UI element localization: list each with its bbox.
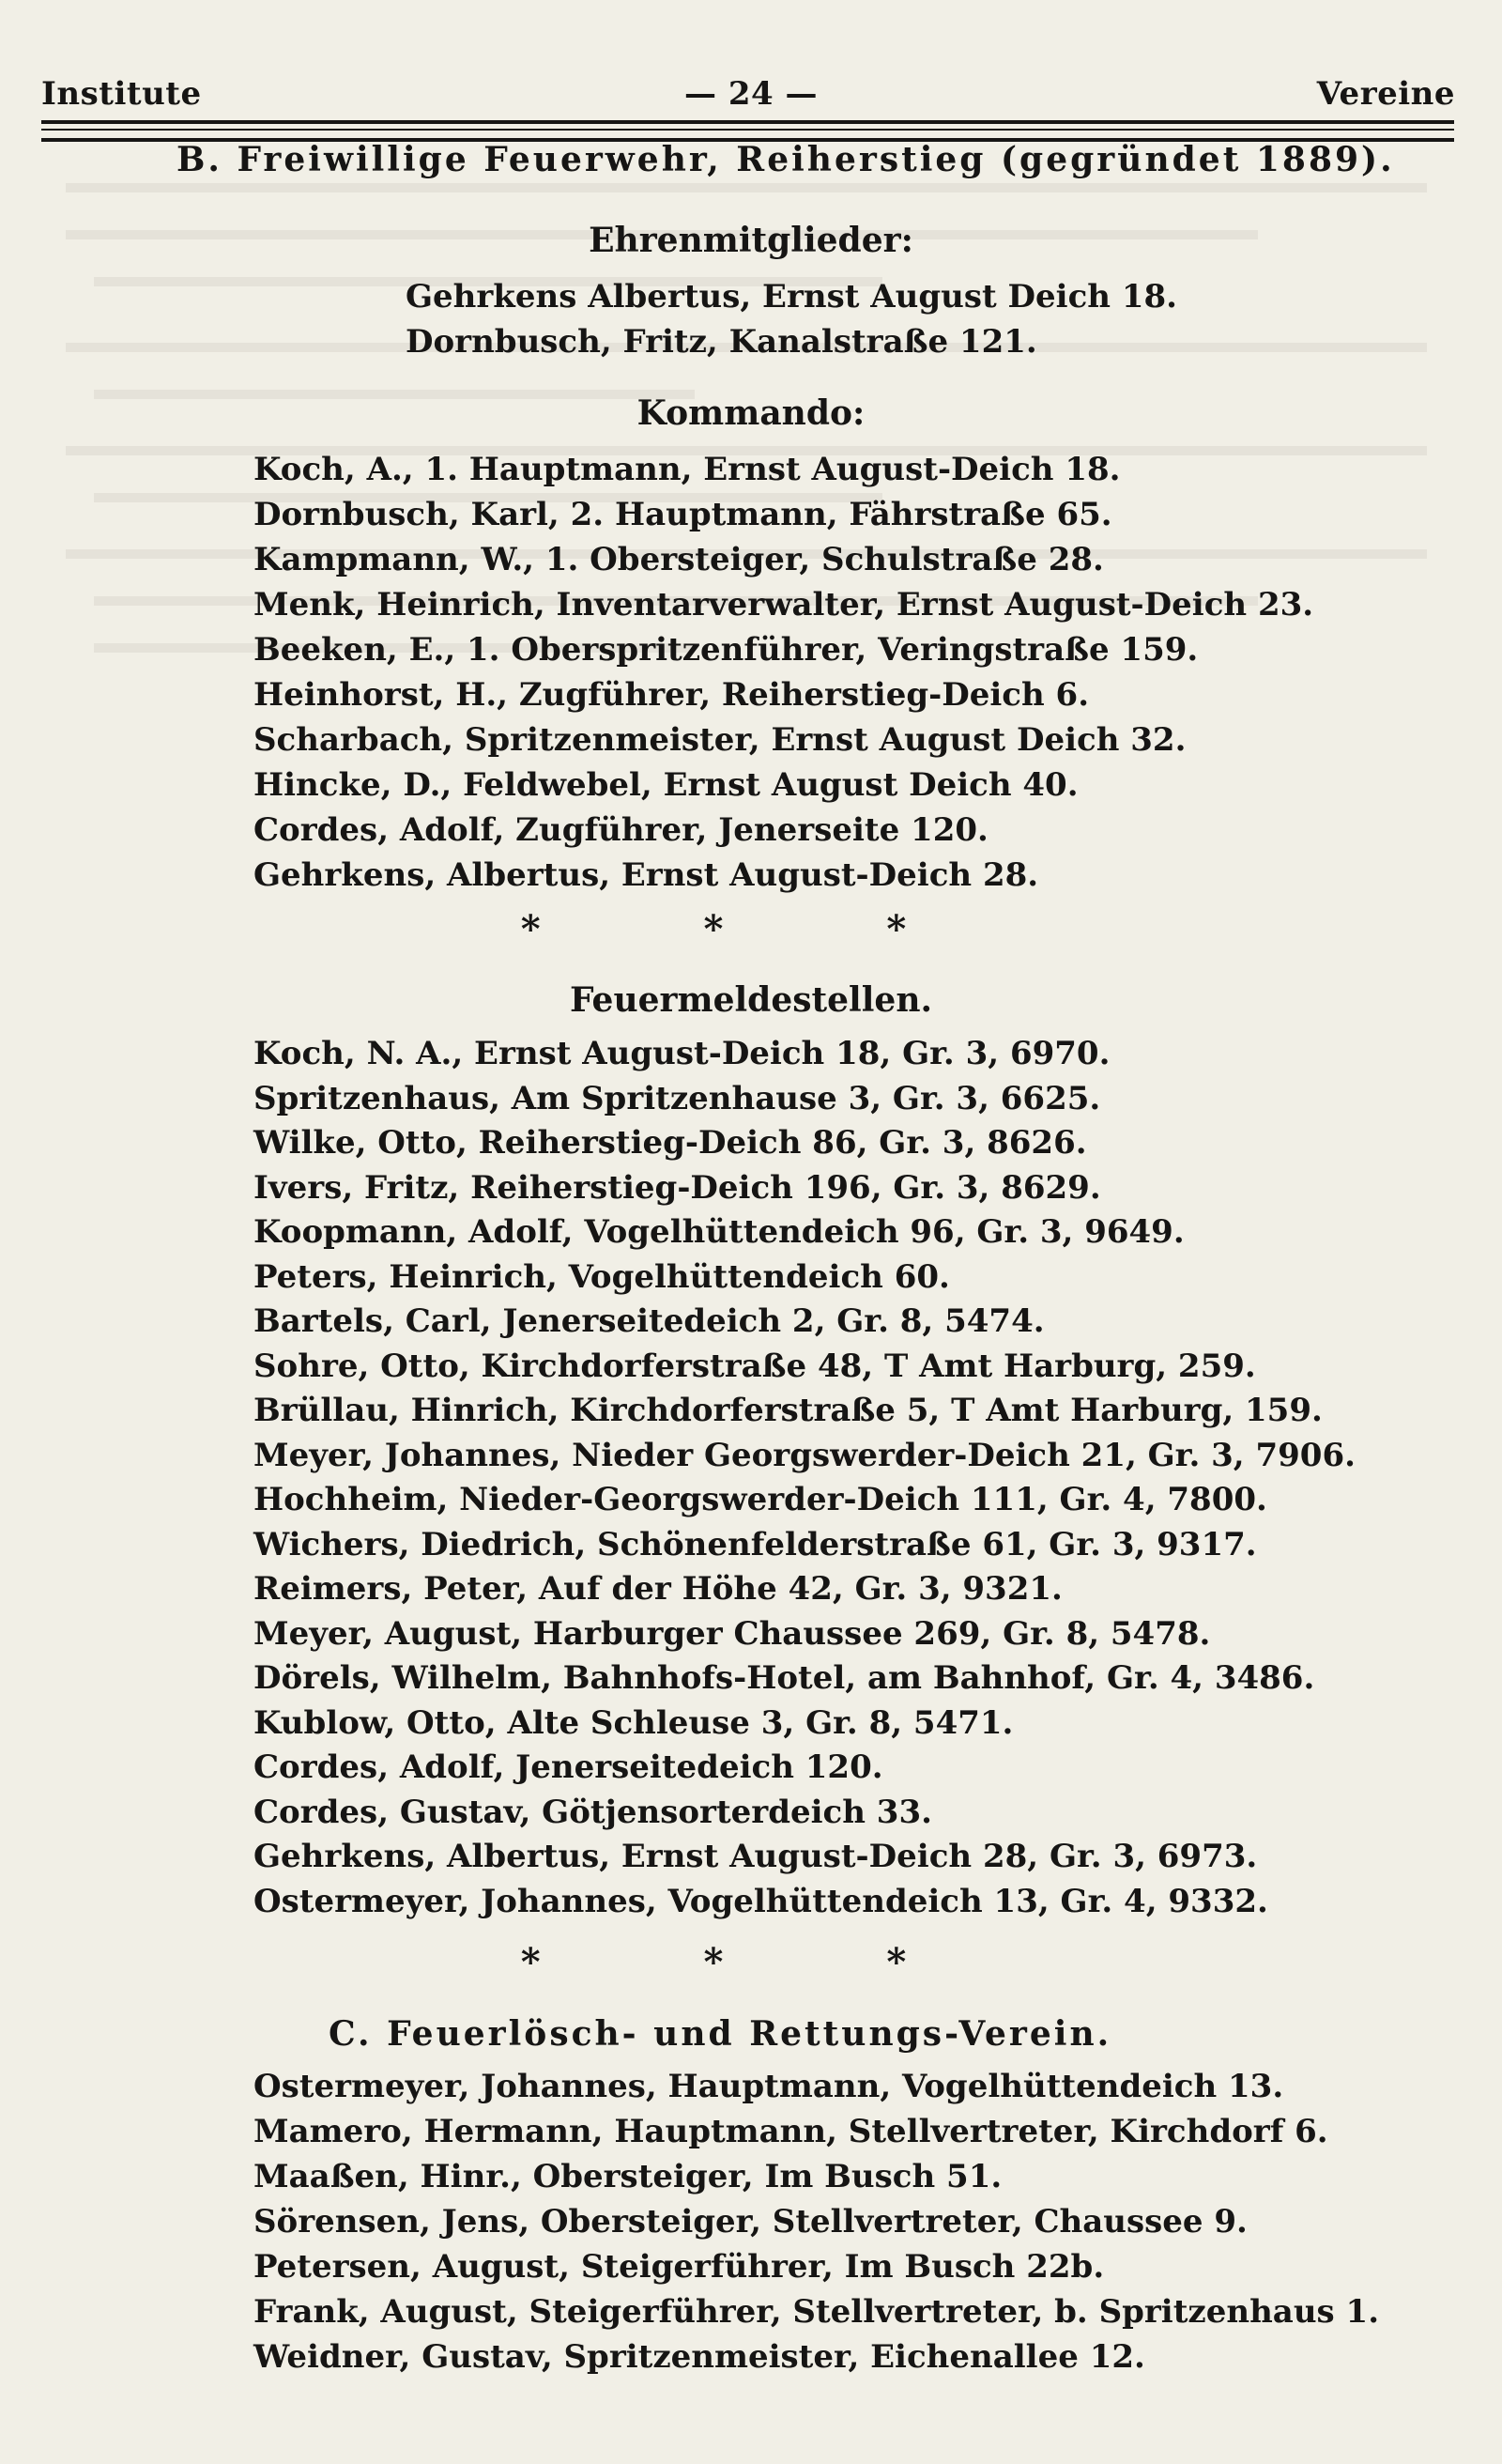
alarm-station-entry: Kublow, Otto, Alte Schleuse 3, Gr. 8, 5471. (253, 1703, 1014, 1742)
alarm-station-entry: Koch, N. A., Ernst August-Deich 18, Gr. 3, 6970. (253, 1035, 1111, 1072)
alarm-station-entry: Cordes, Gustav, Götjensorterdeich 33. (253, 1793, 932, 1831)
alarm-station-entry: Wichers, Diedrich, Schönenfelderstraße 61, Gr. 3, 9317. (253, 1525, 1257, 1563)
alarm-station-entry: Spritzenhaus, Am Spritzenhause 3, Gr. 3, 6625. (253, 1079, 1101, 1117)
section-divider: * * * (520, 907, 982, 951)
alarm-station-entry: Ostermeyer, Johannes, Vogelhüttendeich 13, Gr. 4, 9332. (253, 1882, 1268, 1920)
alarm-station-entry: Gehrkens, Albertus, Ernst August-Deich 28, Gr. 3, 6973. (253, 1838, 1258, 1875)
association-member-entry: Frank, August, Steigerführer, Stellvertreter, b. Spritzenhaus 1. (253, 2293, 1380, 2331)
alarm-station-entry: Wilke, Otto, Reiherstieg-Deich 86, Gr. 3, 8626. (253, 1124, 1087, 1162)
command-entry: Gehrkens, Albertus, Ernst August-Deich 28. (253, 856, 1039, 894)
association-member-entry: Mamero, Hermann, Hauptmann, Stellvertreter, Kirchdorf 6. (253, 2113, 1328, 2150)
section-b-title: B. Freiwillige Feuerwehr, Reiherstieg (gegründet 1889). (176, 140, 1395, 179)
honorary-member: Gehrkens Albertus, Ernst August Deich 18. (406, 278, 1177, 316)
section-c-title: C. Feuerlösch- und Rettungs-Verein. (329, 2014, 1112, 2054)
alarm-station-entry: Bartels, Carl, Jenerseitedeich 2, Gr. 8, 5474. (253, 1302, 1045, 1340)
alarm-station-entry: Sohre, Otto, Kirchdorferstraße 48, T Amt Harburg, 259. (253, 1347, 1256, 1385)
association-member-entry: Petersen, August, Steigerführer, Im Busch 22b. (253, 2248, 1105, 2286)
header-rule (41, 129, 1454, 131)
honorary-member: Dornbusch, Fritz, Kanalstraße 121. (406, 323, 1037, 361)
alarm-station-entry: Peters, Heinrich, Vogelhüttendeich 60. (253, 1257, 950, 1296)
page-number: — 24 — (684, 75, 818, 113)
command-entry: Beeken, E., 1. Oberspritzenführer, Veringstraße 159. (253, 631, 1199, 669)
association-member-entry: Sörensen, Jens, Obersteiger, Stellvertreter, Chaussee 9. (253, 2203, 1248, 2241)
running-head-right: Vereine (1316, 75, 1455, 113)
alarm-stations-heading: Feuermeldestellen. (569, 980, 933, 1020)
association-member-entry: Maaßen, Hinr., Obersteiger, Im Busch 51. (253, 2158, 1003, 2195)
honorary-heading: Ehrenmitglieder: (589, 221, 913, 260)
command-entry: Dornbusch, Karl, 2. Hauptmann, Fährstraße 65. (253, 496, 1112, 533)
command-entry: Scharbach, Spritzenmeister, Ernst August Deich 32. (253, 721, 1187, 759)
association-member-entry: Ostermeyer, Johannes, Hauptmann, Vogelhüttendeich 13. (253, 2068, 1284, 2105)
alarm-station-entry: Ivers, Fritz, Reiherstieg-Deich 196, Gr. 3, 8629. (253, 1168, 1101, 1207)
command-entry: Koch, A., 1. Hauptmann, Ernst August-Deich 18. (253, 451, 1121, 488)
command-entry: Cordes, Adolf, Zugführer, Jenerseite 120. (253, 811, 989, 849)
command-entry: Menk, Heinrich, Inventarverwalter, Ernst August-Deich 23. (253, 586, 1314, 624)
running-head-left: Institute (41, 75, 202, 113)
association-member-entry: Weidner, Gustav, Spritzenmeister, Eichenallee 12. (253, 2338, 1145, 2376)
command-heading: Kommando: (636, 393, 866, 433)
alarm-station-entry: Dörels, Wilhelm, Bahnhofs-Hotel, am Bahnhof, Gr. 4, 3486. (253, 1659, 1315, 1697)
section-divider: * * * (520, 1940, 982, 1984)
alarm-station-entry: Brüllau, Hinrich, Kirchdorferstraße 5, T Amt Harburg, 159. (253, 1392, 1323, 1429)
header-rule (41, 120, 1454, 124)
alarm-station-entry: Cordes, Adolf, Jenerseitedeich 120. (253, 1748, 883, 1786)
alarm-station-entry: Hochheim, Nieder-Georgswerder-Deich 111, Gr. 4, 7800. (253, 1481, 1267, 1518)
alarm-station-entry: Meyer, August, Harburger Chaussee 269, Gr. 8, 5478. (253, 1614, 1211, 1653)
command-entry: Kampmann, W., 1. Obersteiger, Schulstraße 28. (253, 541, 1104, 578)
alarm-station-entry: Meyer, Johannes, Nieder Georgswerder-Deich 21, Gr. 3, 7906. (253, 1436, 1356, 1474)
command-entry: Hincke, D., Feldwebel, Ernst August Deich 40. (253, 766, 1079, 804)
alarm-station-entry: Reimers, Peter, Auf der Höhe 42, Gr. 3, 9321. (253, 1570, 1063, 1608)
alarm-station-entry: Koopmann, Adolf, Vogelhüttendeich 96, Gr. 3, 9649. (253, 1213, 1185, 1251)
command-entry: Heinhorst, H., Zugführer, Reiherstieg-Deich 6. (253, 676, 1090, 714)
